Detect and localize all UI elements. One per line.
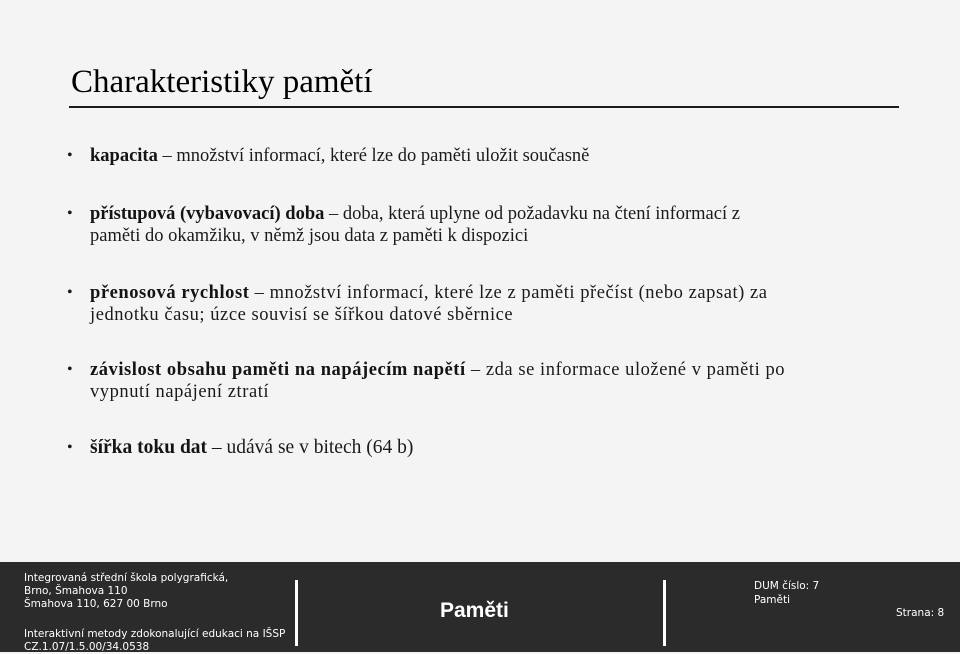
term-label: závislost obsahu paměti na napájecím napětí (90, 360, 466, 380)
bullet-dot-icon: • (67, 284, 74, 301)
page-number: Strana: 8 (896, 607, 945, 619)
footer-divider-left (295, 580, 298, 646)
school-address: Šmahova 110, 627 00 Brno (24, 598, 168, 610)
term-label: šířka toku dat (90, 437, 208, 458)
project-name: Interaktivní metody zdokonalující edukaci na IŠSP (24, 628, 286, 640)
definition-text-continued: paměti do okamžiku, v němž jsou data z paměti k dispozici (90, 226, 529, 246)
term-label: kapacita (90, 146, 158, 166)
bullet-dot-icon: • (67, 205, 73, 222)
slide-title: Charakteristiky pamětí (71, 64, 373, 100)
footer-title: Paměti (440, 599, 509, 622)
project-code: CZ.1.07/1.5.00/34.0538 (24, 641, 150, 653)
bullet-dot-icon: • (67, 439, 73, 456)
bullet-dot-icon: • (67, 361, 74, 378)
school-city: Brno, Šmahova 110 (24, 585, 128, 597)
definition-text-continued: vypnutí napájení ztratí (90, 382, 270, 402)
footer-divider-right (663, 580, 666, 646)
bullet-dot-icon: • (67, 147, 73, 164)
definition-text: – zda se informace uložené v paměti po (465, 360, 786, 380)
term-label: přístupová (vybavovací) doba (90, 204, 325, 224)
term-label: přenosová rychlost (90, 283, 250, 303)
definition-text: – doba, která uplyne od požadavku na čtení informací z (324, 204, 740, 224)
dum-number: DUM číslo: 7 (754, 580, 820, 592)
definition-text-continued: jednotku času; úzce souvisí se šířkou datové sběrnice (90, 305, 514, 325)
dum-topic: Paměti (754, 594, 791, 606)
definition-text: – množství informací, které lze z paměti přečíst (nebo zapsat) za (249, 283, 768, 303)
definition-text: – udává se v bitech (64 b) (207, 437, 414, 458)
definition-text: – množství informací, které lze do paměti uložit současně (157, 146, 590, 166)
school-name: Integrovaná střední škola polygrafická, (24, 572, 229, 584)
slide-footer (0, 562, 960, 652)
